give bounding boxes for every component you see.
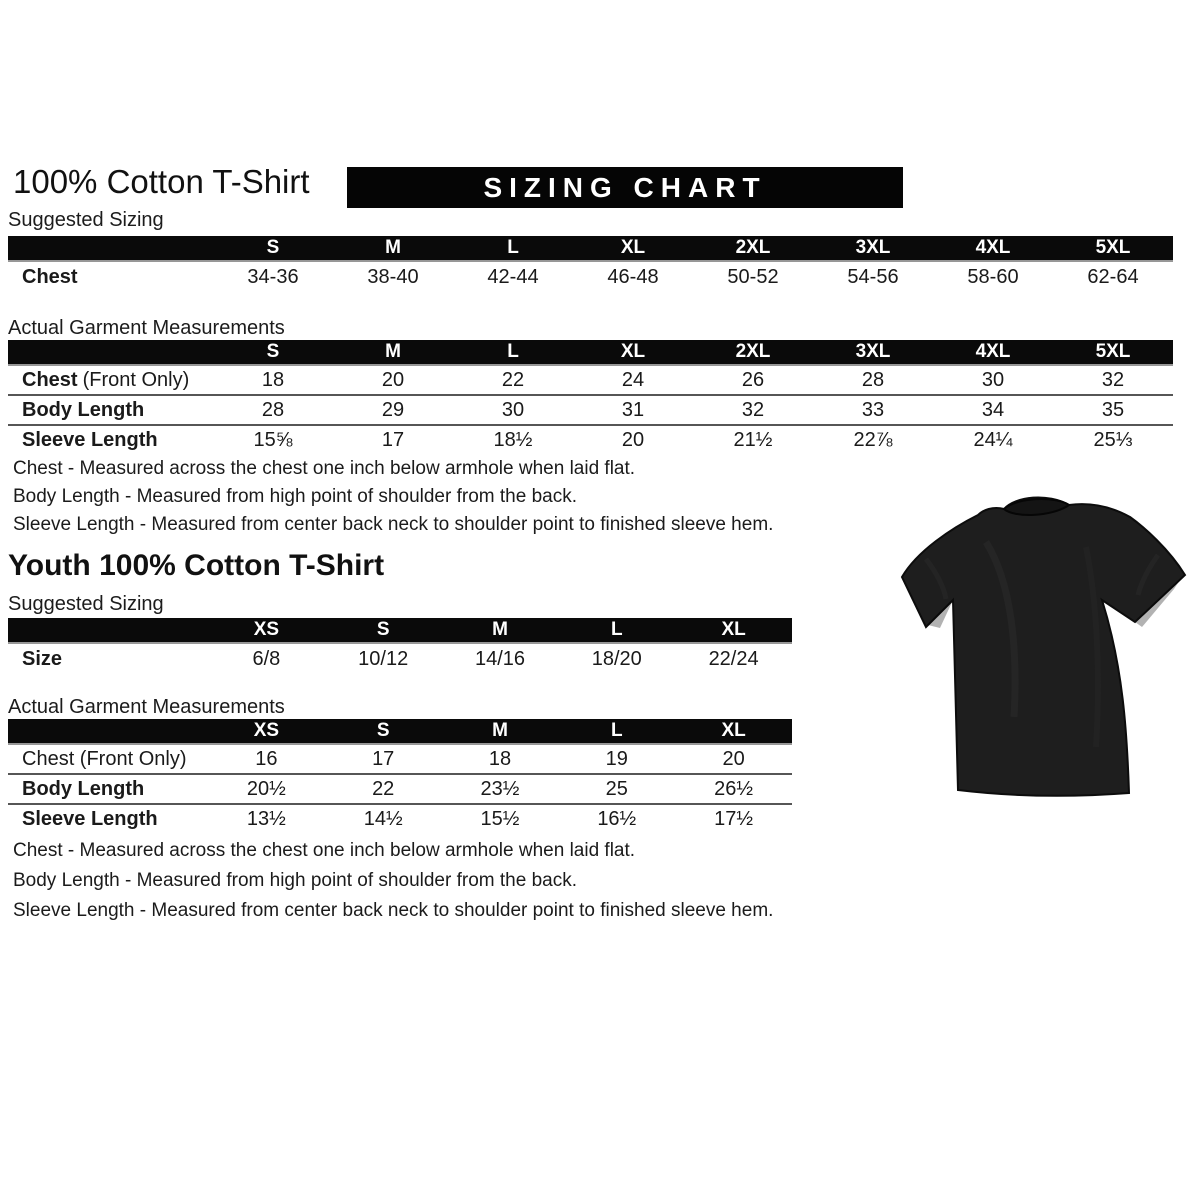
row-label-chest-front-only: Chest (Front Only)	[22, 747, 187, 770]
size-cell: 20½	[208, 774, 325, 804]
size-column-header: L	[453, 340, 573, 365]
table-row	[8, 744, 792, 774]
size-cell: 16	[255, 747, 278, 770]
size-column-header: XL	[675, 618, 792, 643]
size-cell: 34-36	[247, 265, 299, 288]
header-spacer	[8, 618, 208, 643]
table-header-row	[8, 719, 792, 744]
adult-actual-measurements-table	[8, 340, 1173, 454]
size-column-header: XL	[675, 719, 792, 744]
adult-measurement-notes	[13, 458, 773, 542]
size-column-header: 4XL	[933, 340, 1053, 365]
size-column-header: 3XL	[813, 340, 933, 365]
size-cell: 15½	[442, 804, 559, 833]
size-cell: 20	[381, 368, 405, 391]
size-cell: 30	[981, 368, 1005, 391]
size-column-header: 2XL	[693, 340, 813, 365]
size-cell: 18	[261, 368, 285, 391]
row-label-size: Size	[22, 647, 63, 670]
size-cell: 26	[741, 368, 765, 391]
size-column-header: S	[213, 340, 333, 365]
size-cell: 28	[213, 395, 333, 425]
note-chest: Chest - Measured across the chest one inch below armhole when laid flat.	[13, 458, 636, 479]
table-row	[8, 395, 1173, 425]
row-label-main: Chest	[22, 368, 78, 391]
row-label-sleeve-length: Sleeve Length	[8, 425, 213, 454]
size-column-header: S	[213, 236, 333, 261]
size-cell: 22	[501, 368, 525, 391]
size-cell: 17	[333, 425, 453, 454]
header-spacer	[8, 340, 213, 365]
adult-suggested-sizing-label: Suggested Sizing	[8, 209, 164, 231]
row-label-suffix: (Front Only)	[82, 368, 190, 391]
size-column-header: S	[325, 618, 442, 643]
tshirt-image	[895, 487, 1197, 807]
youth-suggested-sizing-table	[8, 618, 792, 674]
size-column-header: 5XL	[1053, 340, 1173, 365]
size-column-header: XS	[208, 719, 325, 744]
size-cell: 46-48	[607, 265, 659, 288]
youth-measurement-notes	[13, 840, 773, 930]
size-cell: 32	[693, 395, 813, 425]
size-cell: 13½	[208, 804, 325, 833]
size-column-header: M	[442, 618, 559, 643]
size-cell: 31	[573, 395, 693, 425]
row-label-body-length: Body Length	[8, 774, 208, 804]
size-column-header: M	[442, 719, 559, 744]
youth-actual-measurements-label: Actual Garment Measurements	[8, 696, 285, 718]
size-cell: 29	[333, 395, 453, 425]
note-chest: Chest - Measured across the chest one inch below armhole when laid flat.	[13, 840, 636, 861]
table-row	[8, 425, 1173, 454]
size-column-header: M	[333, 236, 453, 261]
size-column-header: L	[558, 719, 675, 744]
size-cell: 23½	[442, 774, 559, 804]
size-cell: 17½	[675, 804, 792, 833]
note-body-length: Body Length - Measured from high point of shoulder from the back.	[13, 870, 577, 891]
size-cell: 15⅝	[213, 425, 333, 454]
size-column-header: L	[558, 618, 675, 643]
size-cell: 22	[325, 774, 442, 804]
table-row	[8, 804, 792, 833]
size-cell: 10/12	[358, 647, 409, 670]
size-column-header: 2XL	[693, 236, 813, 261]
size-cell: 33	[813, 395, 933, 425]
size-cell: 58-60	[967, 265, 1019, 288]
size-column-header: 3XL	[813, 236, 933, 261]
size-cell: 17	[372, 747, 395, 770]
table-row	[8, 365, 1173, 395]
size-cell: 20	[722, 747, 745, 770]
row-label-body-length: Body Length	[8, 395, 213, 425]
size-cell: 34	[933, 395, 1053, 425]
table-header-row	[8, 236, 1173, 261]
size-column-header: 5XL	[1053, 236, 1173, 261]
youth-actual-measurements-table	[8, 719, 792, 833]
header-spacer	[8, 236, 213, 261]
size-cell: 30	[453, 395, 573, 425]
row-label-sleeve-length: Sleeve Length	[8, 804, 208, 833]
size-cell: 14½	[325, 804, 442, 833]
size-column-header: M	[333, 340, 453, 365]
table-header-row	[8, 618, 792, 643]
size-cell: 18½	[453, 425, 573, 454]
size-column-header: XL	[573, 236, 693, 261]
adult-section-title: 100% Cotton T-Shirt	[13, 163, 310, 200]
size-cell: 20	[573, 425, 693, 454]
header-spacer	[8, 719, 208, 744]
note-sleeve-length: Sleeve Length - Measured from center back neck to shoulder point to finished sleeve hem.	[13, 514, 774, 535]
size-column-header: XS	[208, 618, 325, 643]
size-cell: 62-64	[1087, 265, 1139, 288]
size-cell: 19	[605, 747, 628, 770]
size-cell: 54-56	[847, 265, 899, 288]
size-cell: 18/20	[591, 647, 642, 670]
adult-suggested-sizing-table	[8, 236, 1173, 292]
table-header-row	[8, 340, 1173, 365]
note-body-length: Body Length - Measured from high point of shoulder from the back.	[13, 486, 577, 507]
row-label-chest-front-only	[8, 365, 213, 395]
size-column-header: S	[325, 719, 442, 744]
size-column-header: L	[453, 236, 573, 261]
size-cell: 28	[861, 368, 885, 391]
size-cell: 24¼	[933, 425, 1053, 454]
table-row	[8, 774, 792, 804]
size-cell: 35	[1053, 395, 1173, 425]
table-row	[8, 261, 1173, 292]
row-label-chest: Chest	[22, 265, 78, 288]
size-cell: 22/24	[708, 647, 759, 670]
size-cell: 25	[558, 774, 675, 804]
size-cell: 42-44	[487, 265, 539, 288]
size-cell: 24	[621, 368, 645, 391]
size-column-header: XL	[573, 340, 693, 365]
size-column-header: 4XL	[933, 236, 1053, 261]
youth-suggested-sizing-label: Suggested Sizing	[8, 593, 164, 615]
adult-actual-measurements-label: Actual Garment Measurements	[8, 317, 285, 339]
size-cell: 38-40	[367, 265, 419, 288]
table-row	[8, 643, 792, 674]
size-cell: 26½	[675, 774, 792, 804]
youth-section-title: Youth 100% Cotton T-Shirt	[8, 549, 385, 582]
black-tshirt-photo	[895, 487, 1197, 807]
size-cell: 14/16	[474, 647, 526, 670]
size-cell: 50-52	[727, 265, 779, 288]
sizing-chart-banner: SIZING CHART	[347, 167, 903, 208]
size-cell: 25⅓	[1053, 425, 1173, 454]
size-cell: 18	[488, 747, 512, 770]
size-cell: 22⅞	[813, 425, 933, 454]
size-cell: 32	[1101, 368, 1125, 391]
note-sleeve-length: Sleeve Length - Measured from center back neck to shoulder point to finished sleeve hem.	[13, 900, 774, 921]
size-cell: 6/8	[252, 647, 281, 670]
size-cell: 21½	[693, 425, 813, 454]
size-cell: 16½	[558, 804, 675, 833]
